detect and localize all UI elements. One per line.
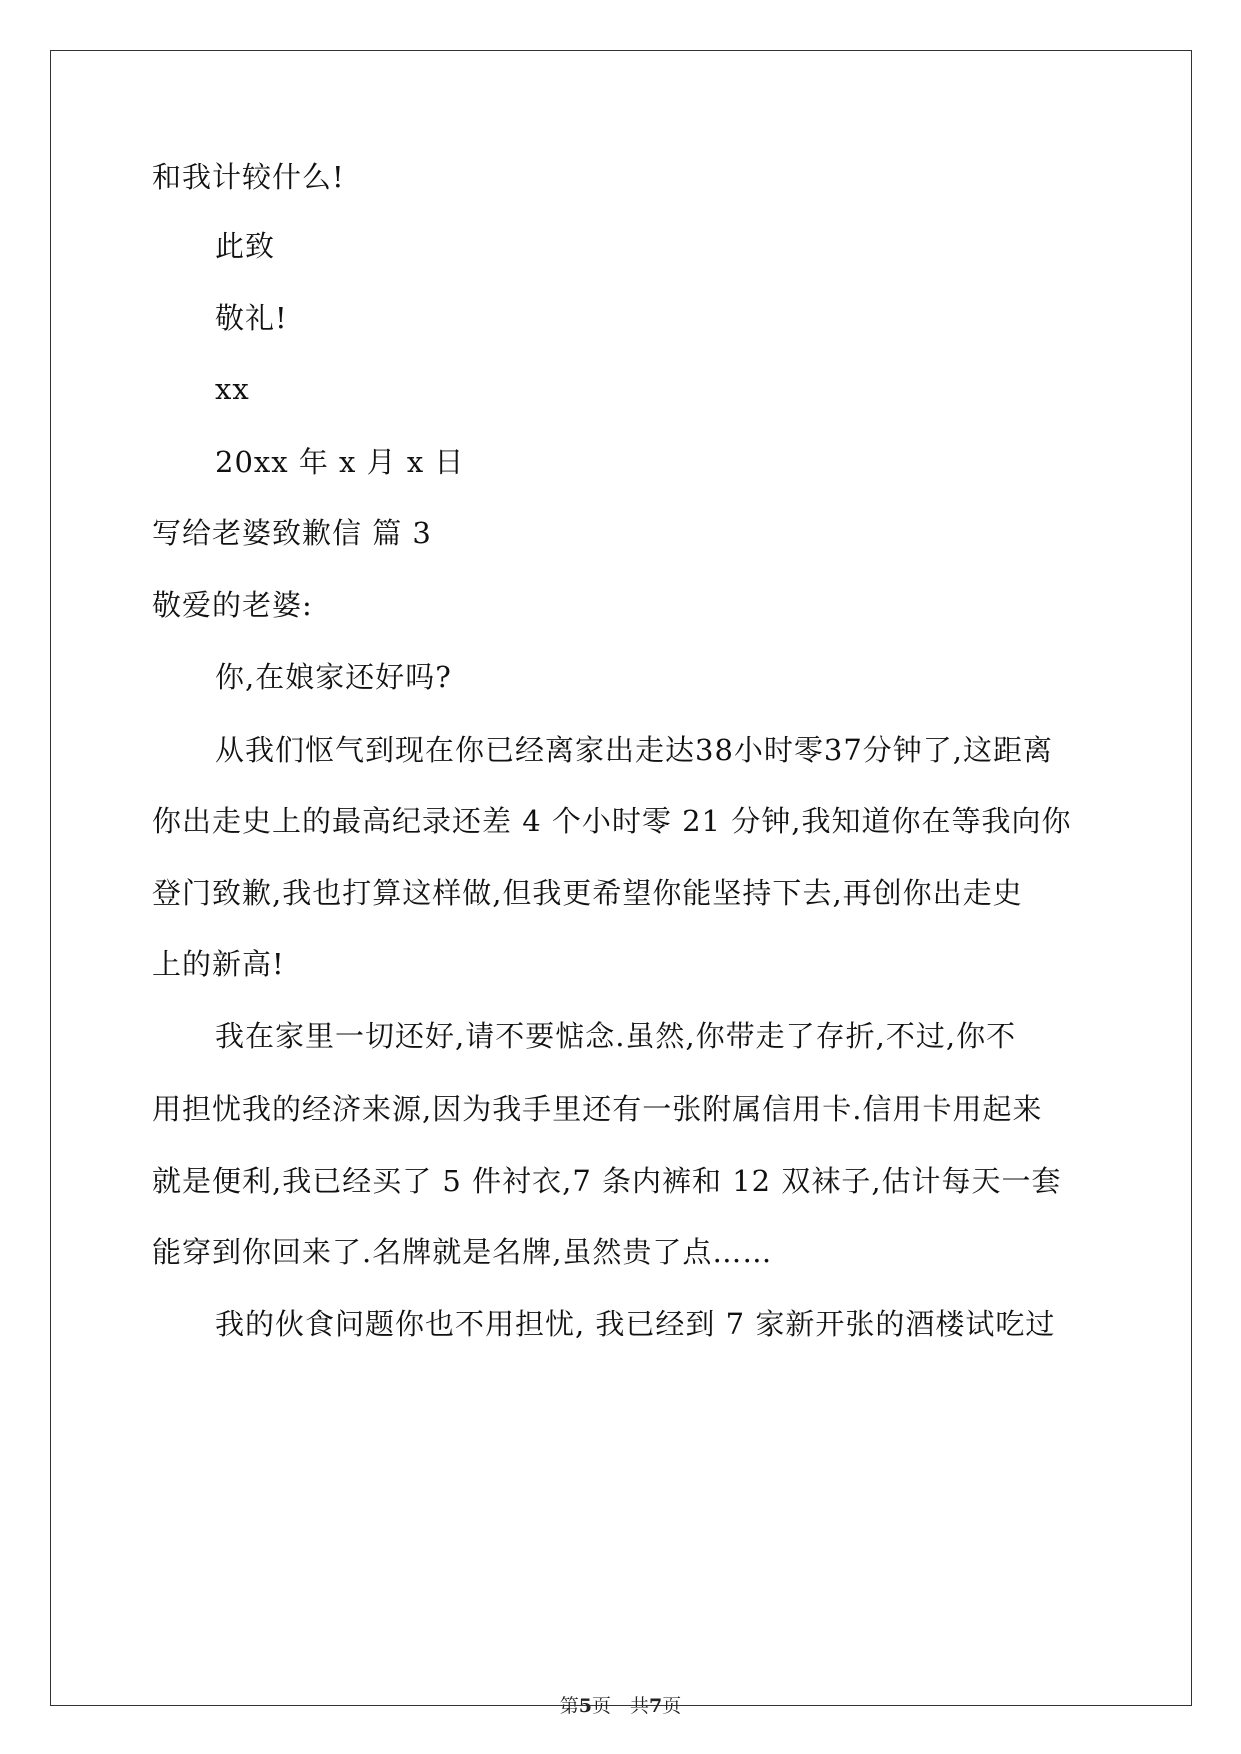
text-line: 用担忧我的经济来源,因为我手里还有一张附属信用卡.信用卡用起来	[152, 1092, 1043, 1126]
text-line: 我在家里一切还好,请不要惦念.虽然,你带走了存折,不过,你不	[215, 1019, 1017, 1053]
closing-salutation: 此致	[215, 229, 276, 263]
text-line: 我的伙食问题你也不用担忧, 我已经到 7 家新开张的酒楼试吃过	[215, 1307, 1056, 1341]
text-line: 你,在娘家还好吗?	[215, 660, 452, 694]
current-page-number: 5	[578, 1695, 592, 1717]
text-line: 你出走史上的最高纪录还差 4 个小时零 21 分钟,我知道你在等我向你	[152, 804, 1072, 838]
section-heading: 写给老婆致歉信 篇 3	[152, 516, 432, 550]
page-footer	[0, 1694, 1241, 1718]
text-line: 登门致歉,我也打算这样做,但我更希望你能坚持下去,再创你出走史	[152, 876, 1023, 910]
text-line: 上的新高!	[152, 947, 285, 981]
greeting: 敬爱的老婆:	[152, 588, 313, 622]
text-line: 就是便利,我已经买了 5 件衬衣,7 条内裤和 12 双袜子,估计每天一套	[152, 1164, 1062, 1198]
closing-regards: 敬礼!	[215, 301, 288, 335]
text-line: 和我计较什么!	[152, 160, 345, 194]
signature-date: 20xx 年 x 月 x 日	[215, 445, 465, 479]
footer-suffix: 页	[662, 1695, 682, 1717]
signature-name: xx	[215, 372, 250, 406]
text-line: 从我们怄气到现在你已经离家出走达38小时零37分钟了,这距离	[215, 733, 1054, 767]
text-line: 能穿到你回来了.名牌就是名牌,虽然贵了点……	[152, 1235, 773, 1269]
total-page-number: 7	[649, 1695, 663, 1717]
footer-prefix: 第	[559, 1695, 579, 1717]
footer-middle: 页 共	[591, 1695, 649, 1717]
